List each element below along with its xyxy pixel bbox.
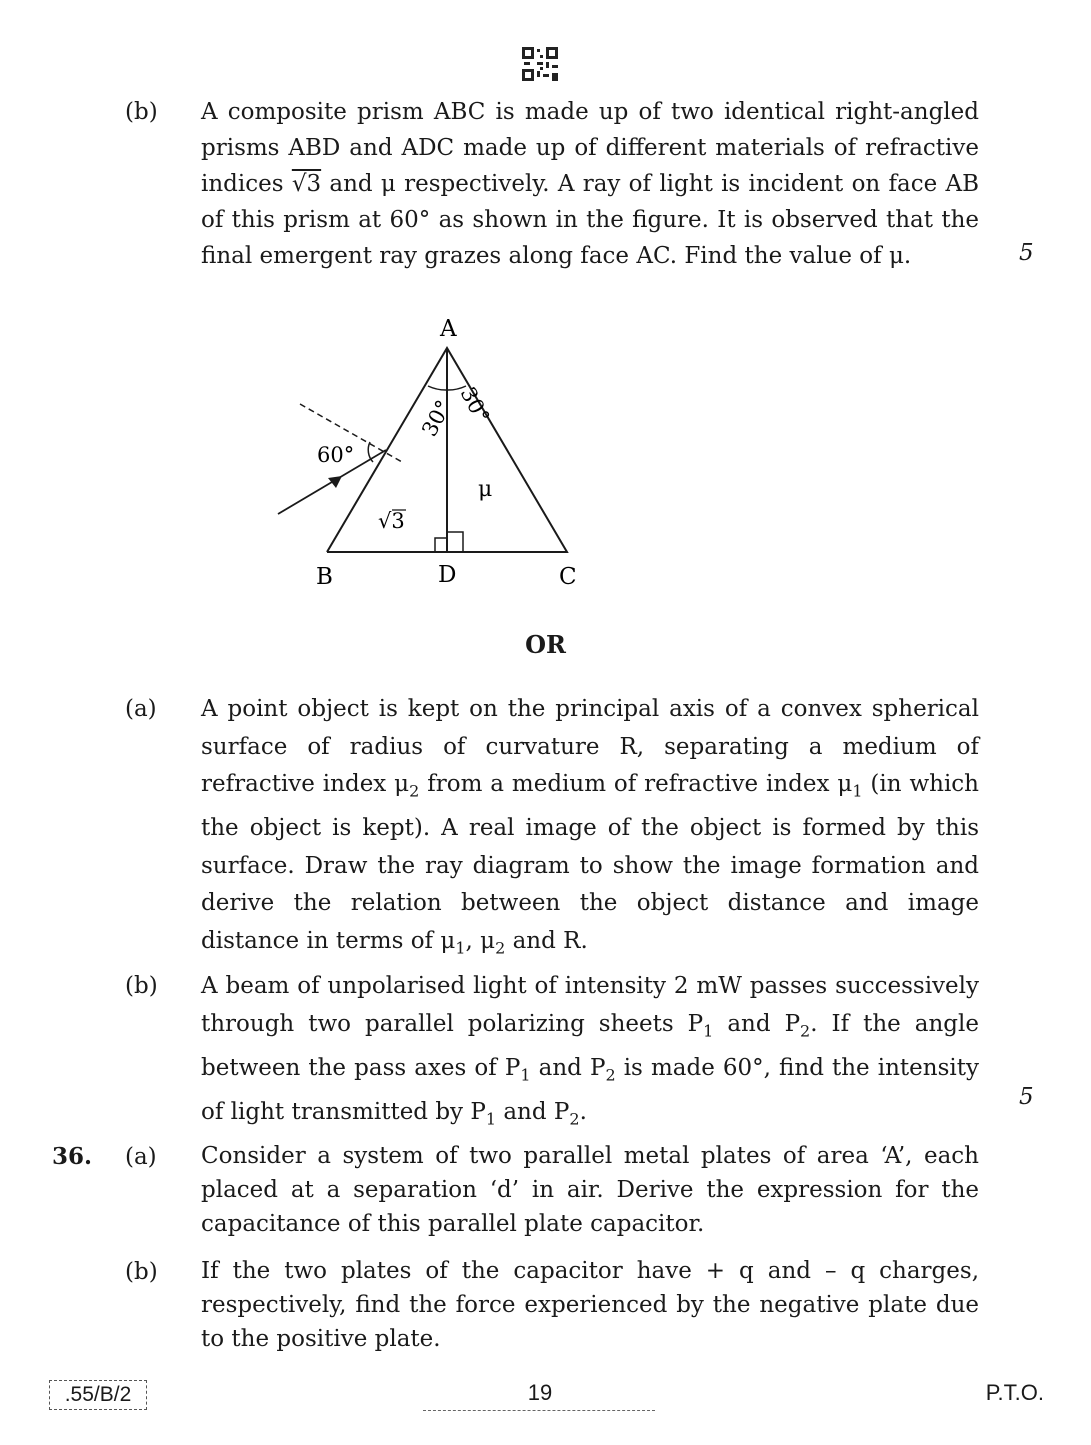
part-label: (b) (125, 99, 158, 125)
label-C: C (559, 564, 577, 590)
question-number: 36. (52, 1143, 93, 1170)
incidence-label: 60° (317, 443, 355, 467)
angle-right-label: 30° (455, 383, 495, 428)
label-A: A (440, 316, 457, 342)
label-B: B (316, 564, 333, 590)
question-text: A composite prism ABC is made up of two identical right-angled prisms ABD and ADC made up of different materials of refractive indices √3 and μ respectively. A ray of light is incident on face AB of this prism at 60° as shown in the figure. It is observed that the final emergent ray grazes along face AC. Find the value of μ. (201, 99, 980, 269)
page-number-underline (423, 1410, 655, 1412)
sqrt-symbol: √3 (291, 171, 322, 197)
mu-right-label: μ (478, 477, 493, 502)
or-separator: OR (525, 630, 566, 659)
marks: 5 (1019, 240, 1034, 266)
ray-arrowhead (328, 476, 342, 488)
angle-arc (428, 386, 447, 390)
right-angle-mark (435, 538, 447, 552)
part-label: (b) (125, 1259, 158, 1285)
mu-left-label: √3 (378, 509, 405, 533)
part-label: (a) (125, 1144, 157, 1170)
angle-left-label: 30° (417, 396, 456, 441)
question-text: A point object is kept on the principal axis of a convex spherical surface of radius of curvature R, separating a medium of refractive index $\mu_2$ from a medium of refractive index $\mu_1$ (in which the object is kept). A real image of the object is formed by this surface. Draw the ray diagram to show the image formation and derive the relation between the object distance and image distance in terms of $\mu_1$, $\mu_2$ and R. (201, 696, 979, 958)
qr-code-icon (522, 47, 558, 81)
right-angle-mark (447, 532, 463, 552)
paper-code: .55/B/2 (49, 1380, 147, 1410)
label-D: D (438, 562, 457, 588)
page-number: 19 (527, 1380, 553, 1405)
marks: 5 (1019, 1084, 1034, 1110)
pto-label: P.T.O. (985, 1380, 1044, 1405)
question-text: Consider a system of two parallel metal plates of area ‘A’, each placed at a separation ‘d’ in air. Derive the expression for the capacitance of this parallel plate capacitor. (201, 1143, 979, 1237)
question-text: A beam of unpolarised light of intensity 2 mW passes successively through two parallel polarizing sheets $P_1$ and $P_2$. If the angle between the pass axes of $P_1$ and $P_2$ is made 60°, find the intensity of light transmitted by $P_1$ and $P_2$. (201, 973, 979, 1129)
part-label: (b) (125, 973, 158, 999)
part-label: (a) (125, 696, 157, 722)
question-text: If the two plates of the capacitor have + q and – q charges, respectively, find the force experienced by the negative plate due to the positive plate. (201, 1258, 979, 1352)
prism-diagram (270, 310, 600, 600)
